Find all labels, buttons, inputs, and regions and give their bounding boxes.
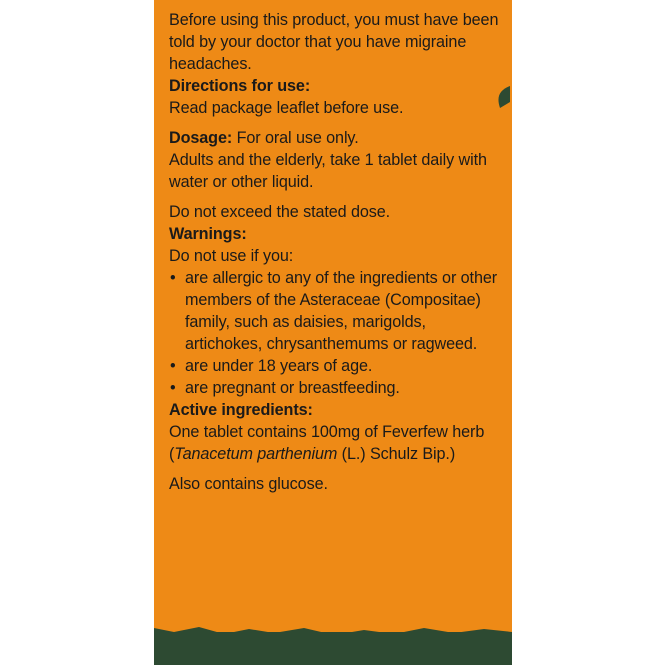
- active-ingredients-heading: Active ingredients:: [169, 401, 313, 419]
- warnings-heading: Warnings:: [169, 225, 247, 243]
- warning-item: • are allergic to any of the ingredients or other members of the Asteraceae (Compositae) family, such as daisies, marigolds, artichokes, chrysanthemums or ragweed.: [169, 267, 501, 355]
- botanical-name-line: (Tanacetum parthenium (L.) Schulz Bip.): [169, 445, 456, 463]
- dosage-lead: For oral use only.: [232, 129, 359, 147]
- also-contains-line: Also contains glucose.: [169, 475, 328, 493]
- dosage-limit: Do not exceed the stated dose.: [169, 203, 391, 221]
- botanical-name: Tanacetum parthenium: [174, 445, 338, 463]
- warnings-list: [169, 267, 501, 399]
- intro-paragraph: Before using this product, you must have been told by your doctor that you have migraine headaches.: [169, 11, 499, 73]
- product-information-text: [169, 9, 501, 495]
- warning-item: • are under 18 years of age.: [169, 355, 501, 377]
- green-footer-strip: [154, 632, 512, 665]
- dosage-heading: Dosage:: [169, 129, 233, 147]
- warnings-lead: Do not use if you:: [169, 247, 294, 265]
- directions-text: Read package leaflet before use.: [169, 99, 404, 117]
- dosage-line: [169, 127, 501, 149]
- dosage-instruction: Adults and the elderly, take 1 tablet daily with water or other liquid.: [169, 151, 487, 191]
- warning-item: • are pregnant or breastfeeding.: [169, 377, 501, 399]
- active-ingredients-line: One tablet contains 100mg of Feverfew herb: [169, 423, 485, 441]
- directions-heading: Directions for use:: [169, 77, 311, 95]
